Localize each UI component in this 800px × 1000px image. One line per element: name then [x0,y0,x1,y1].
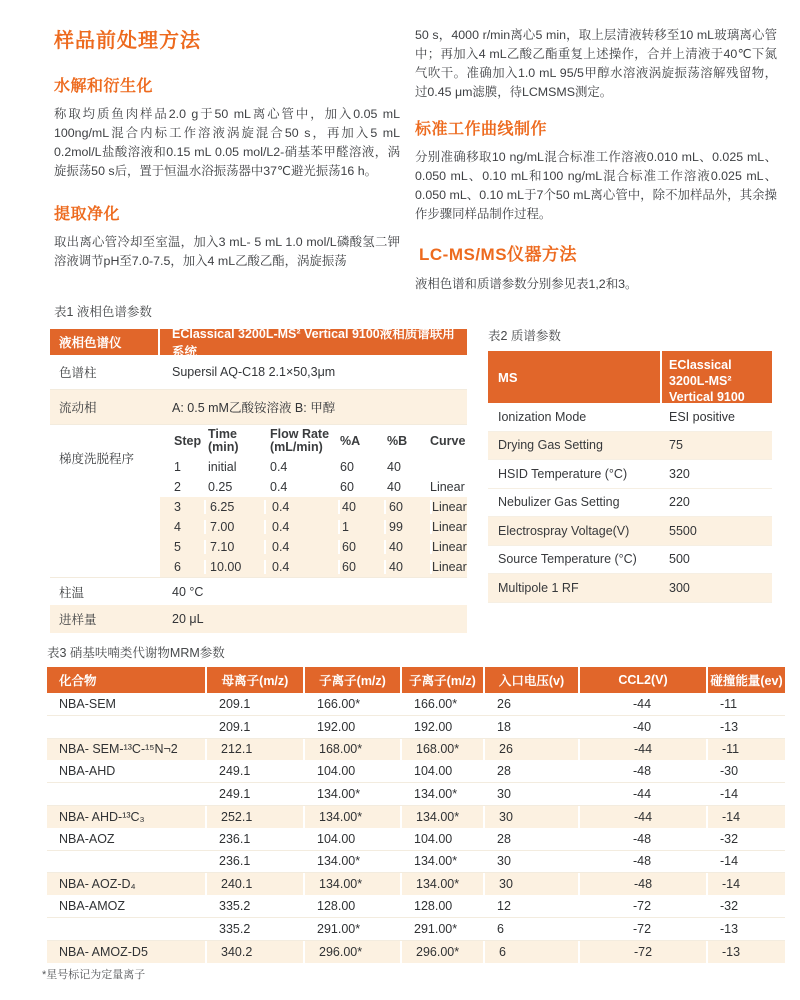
row-value: A: 0.5 mM乙酸铵溶液 B: 甲醇 [172,401,336,415]
column-header: 碰撞能量(ev) [706,667,785,693]
table3-header-row [47,667,785,693]
table-row [488,403,772,432]
value-cell: -14 [706,806,785,828]
value-cell: -72 [632,921,652,936]
value-cell: 0.4 [264,500,338,514]
column-header: Curve [430,434,466,448]
table-row [50,355,467,390]
table-row [47,851,785,874]
value-cell: -72 [578,941,706,963]
row-value: ESI positive [669,409,736,424]
value-cell: 28 [497,831,511,846]
section-heading-lcmsms: LC-MS/MS仪器方法 [419,245,578,264]
column-header: 入口电压(v) [483,667,578,693]
column-header: 子离子(m/z) [303,667,400,693]
value-cell: -13 [706,941,785,963]
value-cell: 6 [497,921,504,936]
table2-ms-parameters [488,351,772,603]
value-cell: 291.00* [317,921,361,936]
section-heading-extraction: 提取净化 [54,206,121,223]
row-value: 5500 [669,523,697,538]
value-cell: 104.00 [414,831,453,846]
value-cell: 30 [483,873,578,895]
value-cell: 7.10 [204,540,264,554]
table1-caption: 表1 液相色谱参数 [54,305,152,319]
value-cell: Linear [432,560,467,574]
value-cell: 5 [174,540,181,554]
column-header: Step [174,434,202,448]
value-cell: 60 [340,460,354,474]
column-header [264,428,338,454]
paragraph-lcmsms: 液相色谱和质谱参数分别参见表1,2和3。 [415,277,638,291]
column-header: CCL2(V) [578,667,706,693]
compound-cell: NBA- SEM-¹³C-¹⁵N¬2 [59,742,178,757]
value-cell: -11 [720,696,738,711]
row-value: 500 [669,552,690,567]
value-cell: -14 [720,854,739,869]
value-cell: 60 [338,540,384,554]
row-value: 75 [669,438,683,453]
column-header: %A [340,434,361,448]
value-cell: Linear [432,520,467,534]
table-row [47,739,785,761]
row-value: 300 [669,580,690,595]
value-cell: -44 [632,787,652,802]
paragraph-extraction: 取出离心管冷却至室温，加入3 mL- 5 mL 1.0 mol/L磷酸氢二钾溶液调节pH至7.0-7.5，加入4 mL乙酸乙酯，涡旋振荡 [54,235,400,268]
table-row [488,432,772,461]
value-cell: 168.00* [303,739,400,761]
value-cell: 104.00 [317,764,356,779]
row-label: Source Temperature (°C) [498,552,637,567]
value-cell: -44 [578,739,706,761]
value-cell: 236.1 [219,831,251,846]
column-header [204,428,264,454]
table-row [50,390,467,425]
paragraph-calibration: 分别准确移取10 ng/mL混合标准工作溶液0.010 mL、0.025 mL、0.050 mL、0.10 mL和100 ng/mL混合标准工作溶液0.025 mL、0.050 mL、0.10 mL于7个50 mL离心管中，除不加样品外，其余操作步骤同样品制作过程。 [415,150,777,221]
compound-cell: NBA-AMOZ [59,899,125,914]
table-row [50,605,467,633]
value-cell: -30 [720,764,739,779]
table-row [47,941,785,963]
value-cell: 134.00* [400,806,483,828]
section-heading-hydrolysis: 水解和衍生化 [54,78,154,95]
table-row [488,489,772,518]
row-label: 进样量 [59,613,97,627]
value-cell: 249.1 [219,764,251,779]
compound-cell: NBA- AHD-¹³C₃ [59,809,145,824]
row-label: 流动相 [59,401,97,415]
value-cell: 7.00 [204,520,264,534]
value-cell: Linear [430,480,465,494]
gradient-header-row [160,425,467,457]
table-row [488,546,772,575]
value-cell: 252.1 [205,806,303,828]
value-cell: -32 [720,831,739,846]
value-cell: 60 [338,560,384,574]
row-label: 色谱柱 [59,366,97,380]
table1-header-row [50,327,467,359]
value-cell: 28 [497,764,511,779]
table-row [488,517,772,546]
row-label: 梯度洗脱程序 [59,452,135,466]
row-label: Electrospray Voltage(V) [498,523,630,538]
table-row [47,806,785,828]
table-row [47,693,785,716]
column-header-line1: Time [208,427,237,441]
gradient-row [160,537,467,557]
value-cell: 10.00 [204,560,264,574]
value-cell: -44 [632,696,652,711]
value-cell: 26 [497,696,511,711]
value-cell: 12 [497,899,511,914]
value-cell: 6 [483,941,578,963]
row-value: 40 °C [172,584,204,599]
value-cell: 134.00* [400,873,483,895]
column-header-line2: (min) [208,440,239,454]
section-heading-calibration: 标准工作曲线制作 [415,121,548,138]
row-label: HSID Temperature (°C) [498,466,628,481]
table-row [47,716,785,739]
compound-cell: NBA-AHD [59,764,116,779]
compound-cell: NBA- AMOZ-D5 [59,944,148,959]
value-cell: 0.4 [270,460,288,474]
value-cell: 340.2 [205,941,303,963]
row-label: Nebulizer Gas Setting [498,495,620,510]
gradient-program-block [50,425,467,578]
value-cell: 134.00* [414,787,458,802]
value-cell: 18 [497,719,511,734]
value-cell: 134.00* [414,854,458,869]
value-cell: 0.4 [264,540,338,554]
table-row [488,574,772,603]
value-cell: 240.1 [205,873,303,895]
value-cell: 0.4 [264,520,338,534]
compound-cell: NBA-SEM [59,696,116,711]
value-cell: -48 [632,764,652,779]
value-cell: 40 [384,560,430,574]
value-cell: 128.00 [414,899,453,914]
value-cell: -72 [632,899,652,914]
gradient-sub-table [160,425,467,577]
value-cell: 30 [497,854,511,869]
value-cell: -48 [578,873,706,895]
table-row [47,760,785,783]
value-cell: 236.1 [219,854,251,869]
table-row [47,828,785,851]
row-value: 320 [669,466,690,481]
value-cell: 249.1 [219,787,251,802]
column-header-line1: Flow Rate [270,427,330,441]
compound-cell: NBA- AOZ-D₄ [59,877,136,892]
value-cell: 192.00 [414,719,453,734]
value-cell: -48 [632,831,652,846]
row-label: Multipole 1 RF [498,580,579,595]
value-cell: 6.25 [204,500,264,514]
table3-footnote: *星号标记为定量离子 [42,969,146,981]
column-header: 母离子(m/z) [205,667,303,693]
value-cell: 104.00 [414,764,453,779]
value-cell: 209.1 [219,696,251,711]
page-title: 样品前处理方法 [54,30,201,52]
value-cell: 212.1 [205,739,303,761]
row-label: Drying Gas Setting [498,438,603,453]
value-cell: 6 [174,560,181,574]
value-cell: 1 [174,460,181,474]
gradient-row [160,497,467,517]
value-cell: 335.2 [219,899,251,914]
value-cell: -40 [632,719,652,734]
compound-cell: NBA-AOZ [59,831,115,846]
column-header: 化合物 [59,674,97,688]
value-cell: -32 [720,899,739,914]
value-cell: -14 [706,873,785,895]
row-value: Supersil AQ-C18 2.1×50,3μm [172,365,336,379]
value-cell: 40 [338,500,384,514]
value-cell: 134.00* [303,806,400,828]
value-cell: initial [208,460,237,474]
value-cell: 40 [387,480,401,494]
table1-lc-parameters [50,329,467,633]
value-cell: 30 [497,787,511,802]
value-cell: 26 [483,739,578,761]
value-cell: 2 [174,480,181,494]
value-cell: 0.4 [270,480,288,494]
column-header-line2: (mL/min) [270,440,323,454]
value-cell: Linear [432,500,467,514]
table3-caption: 表3 硝基呋喃类代谢物MRM参数 [47,646,225,660]
table3-mrm-parameters [47,667,785,963]
value-cell: 128.00 [317,899,356,914]
row-label: 柱温 [59,585,85,600]
value-cell: 60 [384,500,430,514]
value-cell: 134.00* [303,873,400,895]
left-column [54,24,400,271]
value-cell: 40 [387,460,401,474]
value-cell: 296.00* [303,941,400,963]
value-cell: 209.1 [219,719,251,734]
value-cell: -11 [706,739,785,761]
value-cell: 335.2 [219,921,251,936]
table-row [47,895,785,918]
value-cell: 1 [338,520,384,534]
value-cell: 134.00* [317,787,361,802]
value-cell: Linear [432,540,467,554]
table1-header-label: 液相色谱仪 [50,329,160,355]
value-cell: -13 [720,921,739,936]
right-column [415,26,777,294]
table-row [50,578,467,605]
value-cell: 134.00* [317,854,361,869]
table2-header-label: MS [488,351,662,403]
value-cell: 99 [384,520,430,534]
value-cell: -44 [578,806,706,828]
table2-caption: 表2 质谱参数 [488,329,561,343]
table3-body [47,693,785,963]
row-value: 20 μL [172,612,204,626]
value-cell: 168.00* [400,739,483,761]
value-cell: 0.25 [208,480,233,494]
table2-header-value: EClassical 3200L-MS² Vertical 9100 [669,358,745,404]
value-cell: 166.00* [317,696,361,711]
paragraph-extraction-continued: 50 s，4000 r/min离心5 min，取上层清液转移至10 mL玻璃离心管中；再加入4 mL乙酸乙酯重复上述操作，合并上清液于40℃下氮气吹干。准确加入1.0 mL 95/5甲醇水溶液涡旋振荡溶解残留物，过0.45 μm滤膜，待LCMSMS测定。 [415,28,777,99]
table2-body [488,403,772,603]
table2-header-row [488,351,772,403]
table-row [47,873,785,895]
value-cell: -13 [720,719,739,734]
value-cell: 0.4 [264,560,338,574]
row-label: Ionization Mode [498,409,587,424]
value-cell: 291.00* [414,921,458,936]
paragraph-hydrolysis: 称取均质鱼肉样品2.0 g于50 mL离心管中，加入0.05 mL 100ng/mL混合内标工作溶液涡旋混合50 s，再加入5 mL 0.2mol/L盐酸溶液和0.15 mL 0.05 mol/L2-硝基苯甲醛溶液，涡旋振荡50 s后，置于恒温水浴振荡器中37℃避光振荡16 h。 [54,107,400,178]
column-header: 子离子(m/z) [400,667,483,693]
table-row [47,918,785,941]
value-cell: 40 [384,540,430,554]
gradient-row [160,557,467,577]
value-cell: 4 [174,520,181,534]
table-row [47,783,785,806]
table1-header-value: EClassical 3200L-MS² Vertical 9100液相质谱联用系统 [172,327,455,359]
value-cell: -14 [720,787,739,802]
value-cell: 104.00 [317,831,356,846]
value-cell: 30 [483,806,578,828]
value-cell: 192.00 [317,719,356,734]
gradient-row [160,517,467,537]
value-cell: 60 [340,480,354,494]
value-cell: 3 [174,500,181,514]
table-row [488,460,772,489]
value-cell: -48 [632,854,652,869]
value-cell: 296.00* [400,941,483,963]
column-header: %B [387,434,408,448]
row-value: 220 [669,495,690,510]
value-cell: 166.00* [414,696,458,711]
gradient-row [160,457,467,477]
gradient-row [160,477,467,497]
